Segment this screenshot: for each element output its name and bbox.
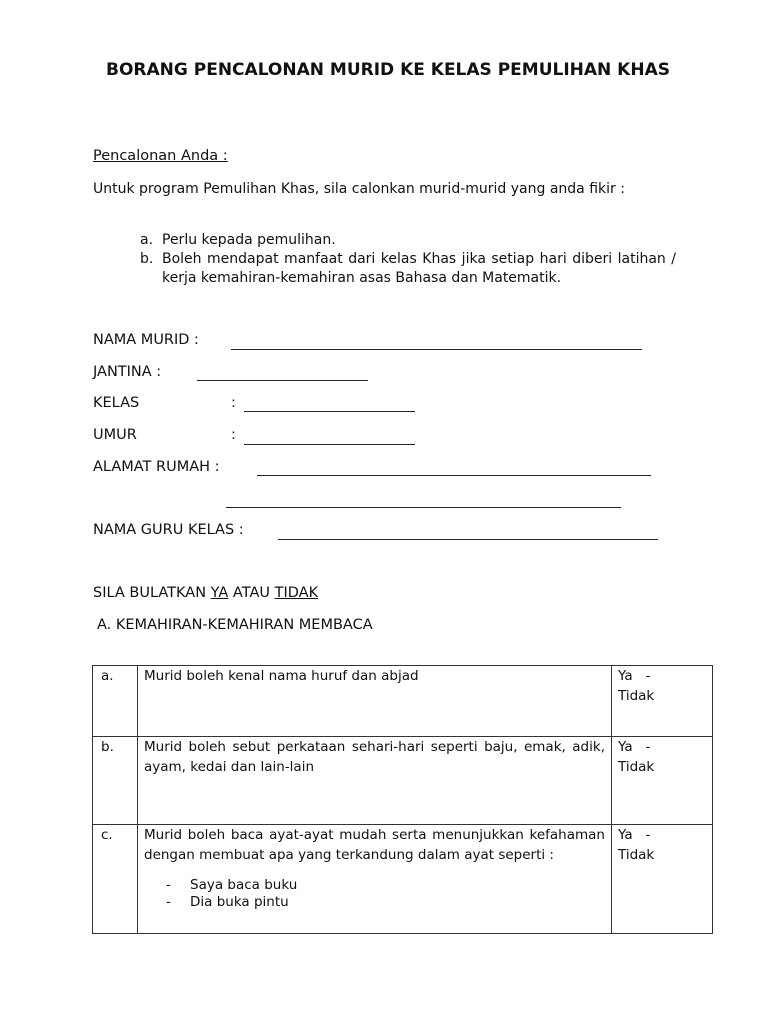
nama-murid-field[interactable] [231, 349, 642, 350]
row-label: b. [93, 737, 138, 825]
row-label: c. [93, 825, 138, 934]
circle-middle: ATAU [228, 585, 275, 601]
criteria-item [140, 250, 676, 288]
circle-prefix: SILA BULATKAN [93, 585, 211, 601]
alamat-field-line-1[interactable] [257, 475, 651, 476]
criteria-marker: a. [140, 232, 154, 248]
answer-cell[interactable] [612, 666, 713, 737]
nama-murid-label: NAMA MURID : [93, 332, 199, 348]
nama-guru-field[interactable] [278, 539, 658, 540]
row-label: a. [93, 666, 138, 737]
alamat-field-line-2[interactable] [226, 507, 621, 508]
row-description: Murid boleh kenal nama huruf dan abjad [138, 666, 612, 737]
criteria-text: Boleh mendapat manfaat dari kelas Khas jika setiap hari diberi latihan / kerja kemahiran-kemahiran asas Bahasa dan Matematik. [162, 251, 676, 286]
table-row [93, 666, 713, 737]
kelas-label: KELAS [93, 395, 140, 411]
umur-colon: : [231, 427, 236, 443]
answer-ya[interactable]: Ya - [618, 827, 651, 843]
example-dash: - [166, 894, 171, 910]
example-dash: - [166, 877, 171, 893]
example-item [144, 877, 605, 894]
table-row [93, 825, 713, 934]
answer-tidak[interactable]: Tidak [618, 847, 655, 863]
jantina-field[interactable] [197, 380, 368, 381]
answer-ya[interactable]: Ya - [618, 739, 651, 755]
row-description-text: Murid boleh baca ayat-ayat mudah serta menunjukkan kefahaman dengan membuat apa yang terkandung dalam ayat seperti : [144, 827, 605, 863]
criteria-item [140, 231, 676, 250]
ya-underlined: YA [210, 585, 229, 601]
criteria-list [140, 231, 676, 288]
nama-guru-label: NAMA GURU KELAS : [93, 522, 244, 538]
answer-cell[interactable] [612, 737, 713, 825]
table-row [93, 737, 713, 825]
tidak-underlined: TIDAK [274, 585, 319, 601]
umur-label: UMUR [93, 427, 137, 443]
alamat-label: ALAMAT RUMAH : [93, 459, 220, 475]
jantina-label: JANTINA : [93, 364, 162, 380]
example-text: Saya baca buku [190, 877, 298, 893]
answer-tidak[interactable]: Tidak [618, 688, 655, 704]
criteria-text: Perlu kepada pemulihan. [162, 232, 336, 248]
form-title: BORANG PENCALONAN MURID KE KELAS PEMULIHAN KHAS [106, 60, 670, 80]
nomination-heading: Pencalonan Anda : [93, 148, 228, 164]
circle-instruction [93, 585, 318, 601]
answer-cell[interactable] [612, 825, 713, 934]
example-text: Dia buka pintu [190, 894, 289, 910]
umur-field[interactable] [244, 444, 415, 445]
criteria-marker: b. [140, 251, 154, 267]
row-description [138, 825, 612, 934]
reading-skills-table [92, 665, 713, 934]
section-a-heading: A. KEMAHIRAN-KEMAHIRAN MEMBACA [97, 617, 373, 633]
answer-ya[interactable]: Ya - [618, 668, 651, 684]
kelas-colon: : [231, 395, 236, 411]
intro-paragraph: Untuk program Pemulihan Khas, sila calonkan murid-murid yang anda fikir : [93, 181, 625, 197]
answer-tidak[interactable]: Tidak [618, 759, 655, 775]
kelas-field[interactable] [244, 411, 415, 412]
row-description: Murid boleh sebut perkataan sehari-hari seperti baju, emak, adik, ayam, kedai dan lain-lain [138, 737, 612, 825]
example-item [144, 894, 605, 911]
